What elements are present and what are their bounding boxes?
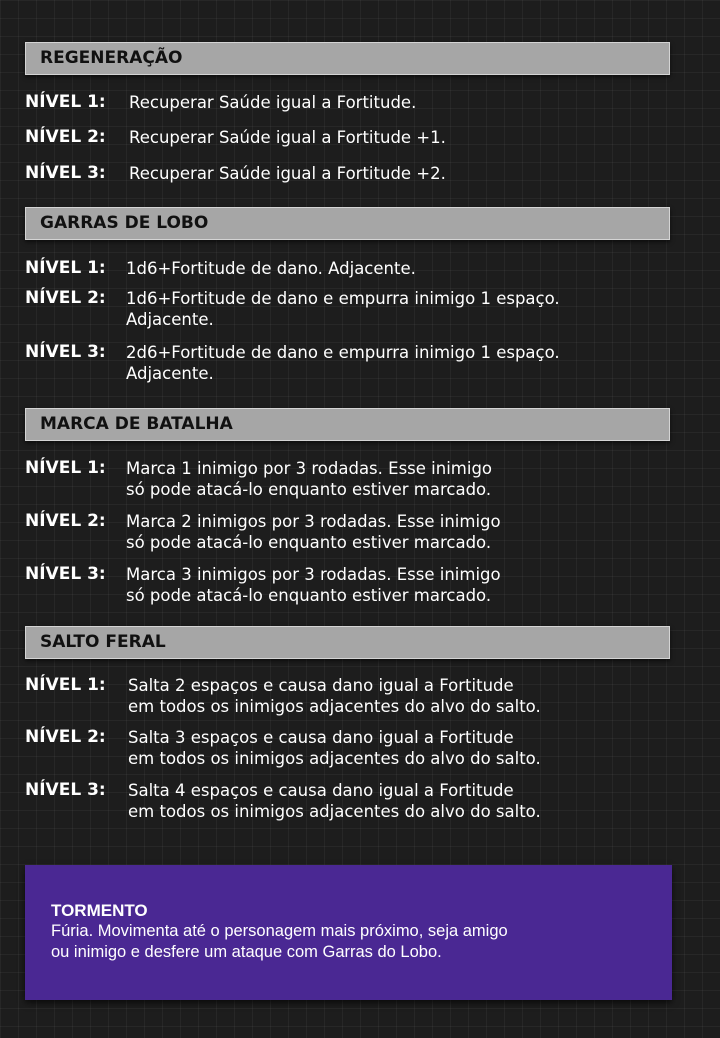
tormento-text-line: ou inimigo e desfere um ataque com Garras do Lobo.	[51, 943, 442, 961]
level-row	[25, 564, 695, 608]
level-description	[128, 727, 688, 769]
section-header-marca-de-batalha: MARCA DE BATALHA	[25, 408, 670, 441]
level-row	[25, 511, 695, 555]
level-text-line: só pode atacá-lo enquanto estiver marcado.	[126, 586, 492, 605]
level-description	[126, 342, 686, 384]
level-row	[25, 727, 695, 771]
tormento-description	[51, 921, 646, 963]
level-row	[25, 127, 695, 149]
level-label: NÍVEL 1:	[25, 92, 106, 112]
level-label: NÍVEL 1:	[25, 458, 106, 478]
level-row	[25, 163, 695, 185]
tormento-title: TORMENTO	[51, 901, 148, 920]
level-text-line: Adjacente.	[126, 310, 214, 329]
level-row	[25, 92, 695, 114]
level-text-line: Marca 3 inimigos por 3 rodadas. Esse inimigo	[126, 565, 501, 584]
level-label: NÍVEL 3:	[25, 163, 106, 183]
level-description	[126, 458, 686, 500]
level-row	[25, 258, 695, 280]
level-row	[25, 675, 695, 719]
section-header-salto-feral: SALTO FERAL	[25, 626, 670, 659]
level-text-line: Adjacente.	[126, 364, 214, 383]
level-label: NÍVEL 2:	[25, 511, 106, 531]
level-description	[126, 288, 686, 330]
level-text-line: 1d6+Fortitude de dano e empurra inimigo 1 espaço.	[126, 289, 560, 308]
level-text-line: Marca 1 inimigo por 3 rodadas. Esse inimigo	[126, 459, 493, 478]
level-label: NÍVEL 3:	[25, 342, 106, 362]
level-text-line: só pode atacá-lo enquanto estiver marcado.	[126, 480, 492, 499]
section-header-regeneracao: REGENERAÇÃO	[25, 42, 670, 75]
level-description	[128, 675, 688, 717]
level-label: NÍVEL 2:	[25, 288, 106, 308]
level-description	[126, 511, 686, 553]
level-description	[126, 564, 686, 606]
level-row	[25, 780, 695, 824]
level-text-line: em todos os inimigos adjacentes do alvo do salto.	[128, 697, 541, 716]
tormento-text-line: Fúria. Movimenta até o personagem mais próximo, seja amigo	[51, 922, 508, 940]
level-text-line: 2d6+Fortitude de dano e empurra inimigo 1 espaço.	[126, 343, 560, 362]
level-description	[128, 780, 688, 822]
level-label: NÍVEL 3:	[25, 780, 106, 800]
level-description	[129, 127, 689, 148]
level-label: NÍVEL 1:	[25, 675, 106, 695]
level-text-line: em todos os inimigos adjacentes do alvo do salto.	[128, 802, 541, 821]
level-text-line: em todos os inimigos adjacentes do alvo do salto.	[128, 749, 541, 768]
level-text-line: 1d6+Fortitude de dano. Adjacente.	[126, 259, 416, 278]
level-label: NÍVEL 3:	[25, 564, 106, 584]
level-label: NÍVEL 2:	[25, 127, 106, 147]
tormento-box	[25, 865, 672, 1000]
level-description	[129, 163, 689, 184]
level-row	[25, 288, 695, 332]
level-label: NÍVEL 2:	[25, 727, 106, 747]
level-text-line: Recuperar Saúde igual a Fortitude.	[129, 93, 417, 112]
section-header-garras-de-lobo: GARRAS DE LOBO	[25, 207, 670, 240]
level-text-line: só pode atacá-lo enquanto estiver marcado.	[126, 533, 492, 552]
level-text-line: Marca 2 inimigos por 3 rodadas. Esse inimigo	[126, 512, 501, 531]
level-text-line: Recuperar Saúde igual a Fortitude +2.	[129, 164, 446, 183]
level-text-line: Recuperar Saúde igual a Fortitude +1.	[129, 128, 446, 147]
level-text-line: Salta 4 espaços e causa dano igual a Fortitude	[128, 781, 514, 800]
level-description	[129, 92, 689, 113]
level-label: NÍVEL 1:	[25, 258, 106, 278]
level-description	[126, 258, 686, 279]
level-text-line: Salta 2 espaços e causa dano igual a Fortitude	[128, 676, 514, 695]
level-row	[25, 458, 695, 502]
level-row	[25, 342, 695, 386]
level-text-line: Salta 3 espaços e causa dano igual a Fortitude	[128, 728, 514, 747]
